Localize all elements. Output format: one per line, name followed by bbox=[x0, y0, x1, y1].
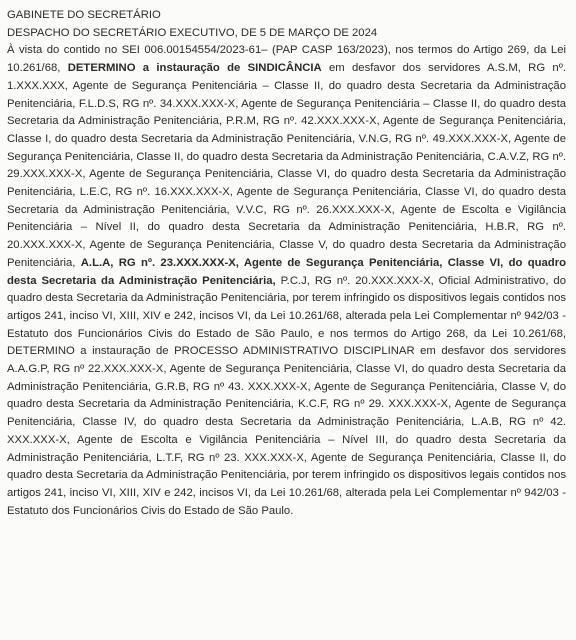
body-text-intro: À vista do contido no SEI 006.00154554/2023-61– (PAP CASP 163/2023), nos termos do Artigo 269, da Lei 10.261/68, bbox=[7, 44, 566, 75]
office-heading: GABINETE DO SECRETÁRIO bbox=[7, 9, 161, 21]
body-text-process: P.C.J, RG nº. 20.XXX.XXX-X, Oficial Administrativo, do quadro desta Secretaria da Administração Penitenciária, por terem infringido os dispositivos legais contidos nos artigos 241, inciso VI, XIII, XIV e 242, incisos VI, da Lei 10.261/68, alterada pela Lei Complementar nº 942/03 - Estatuto dos Funcionários Civis do Estado de São Paulo, e nos termos do Artigo 268, da Lei 10.261/68, DETERMINO a instauração de PROCESSO ADMINISTRATIVO DISCIPLINAR em desfavor dos servidores A.A.G.P, RG nº 22.XXX.XXX-X, Agente de Segurança Penitenciária, Classe VI, do quadro desta Secretaria da Administração Penitenciária, G.R.B, RG nº 43. XXX.XXX-X, Agente de Segurança Penitenciária, Classe V, do quadro desta Secretaria da Administração Penitenciária, K.C.F, RG nº 29. XXX.XXX-X, Agente de Segurança Penitenciária, Classe IV, do quadro desta Secretaria da Administração Penitenciária, L.A.B, RG nº 42. XXX.XXX-X, Agente de Escolta e Vigilância Penitenciária – Nível III, do quadro desta Secretaria da Administração Penitenciária, L.T.F, RG nº 23. XXX.XXX-X, Agente de Segurança Penitenciária, Classe II, do quadro desta Secretaria da Administração Penitenciária, por terem infringido os dispositivos legais contidos nos artigos 241, inciso VI, XIII, XIV e 242, incisos VI, da Lei 10.261/68, alterada pela Lei Complementar nº 942/03 - Estatuto dos Funcionários Civis do Estado de São Paulo. bbox=[7, 274, 566, 517]
dispatch-heading: DESPACHO DO SECRETÁRIO EXECUTIVO, DE 5 DE MARÇO DE 2024 bbox=[7, 26, 378, 39]
body-bold-servant: A.L.A, RG nº. 23.XXX.XXX-X, Agente de Segurança Penitenciária, Classe VI, do quadro desta Secretaria da Administração Penitenciária, bbox=[7, 256, 566, 287]
body-text-servants: em desfavor dos servidores A.S.M, RG nº. 1.XXX.XXX, Agente de Segurança Penitenciária – Classe II, do quadro desta Secretaria da Administração Penitenciária, F.L.D.S, RG nº. 34.XXX.XXX-X, Agente de Segurança Penitenciária – Classe II, do quadro desta Secretaria da Administração Penitenciária, P.R.M, RG nº. 42.XXX.XXX-X, Agente de Segurança Penitenciária, Classe I, do quadro desta Secretaria da Administração Penitenciária, V.N.G, RG nº. 49.XXX.XXX-X, Agente de Segurança Penitenciária, Classe II, do quadro desta Secretaria da Administração Penitenciária, C.A.V.Z, RG nº. 29.XXX.XXX-X, Agente de Segurança Penitenciária, Classe VI, do quadro desta Secretaria da Administração Penitenciária, L.E.C, RG nº. 16.XXX.XXX-X, Agente de Segurança Penitenciária, Classe VI, do quadro desta Secretaria da Administração Penitenciária, V.V.C, RG nº. 26.XXX.XXX-X, Agente de Escolta e Vigilância Penitenciária – Nível II, do quadro desta Secretaria da Administração Penitenciária, H.B.R, RG nº. 20.XXX.XXX-X, Agente de Segurança Penitenciária, Classe V, do quadro desta Secretaria da Administração Penitenciária, bbox=[7, 62, 566, 269]
body-bold-determination: DETERMINO a instauração de SINDICÂNCIA bbox=[67, 62, 322, 75]
dispatch-body bbox=[7, 42, 566, 520]
